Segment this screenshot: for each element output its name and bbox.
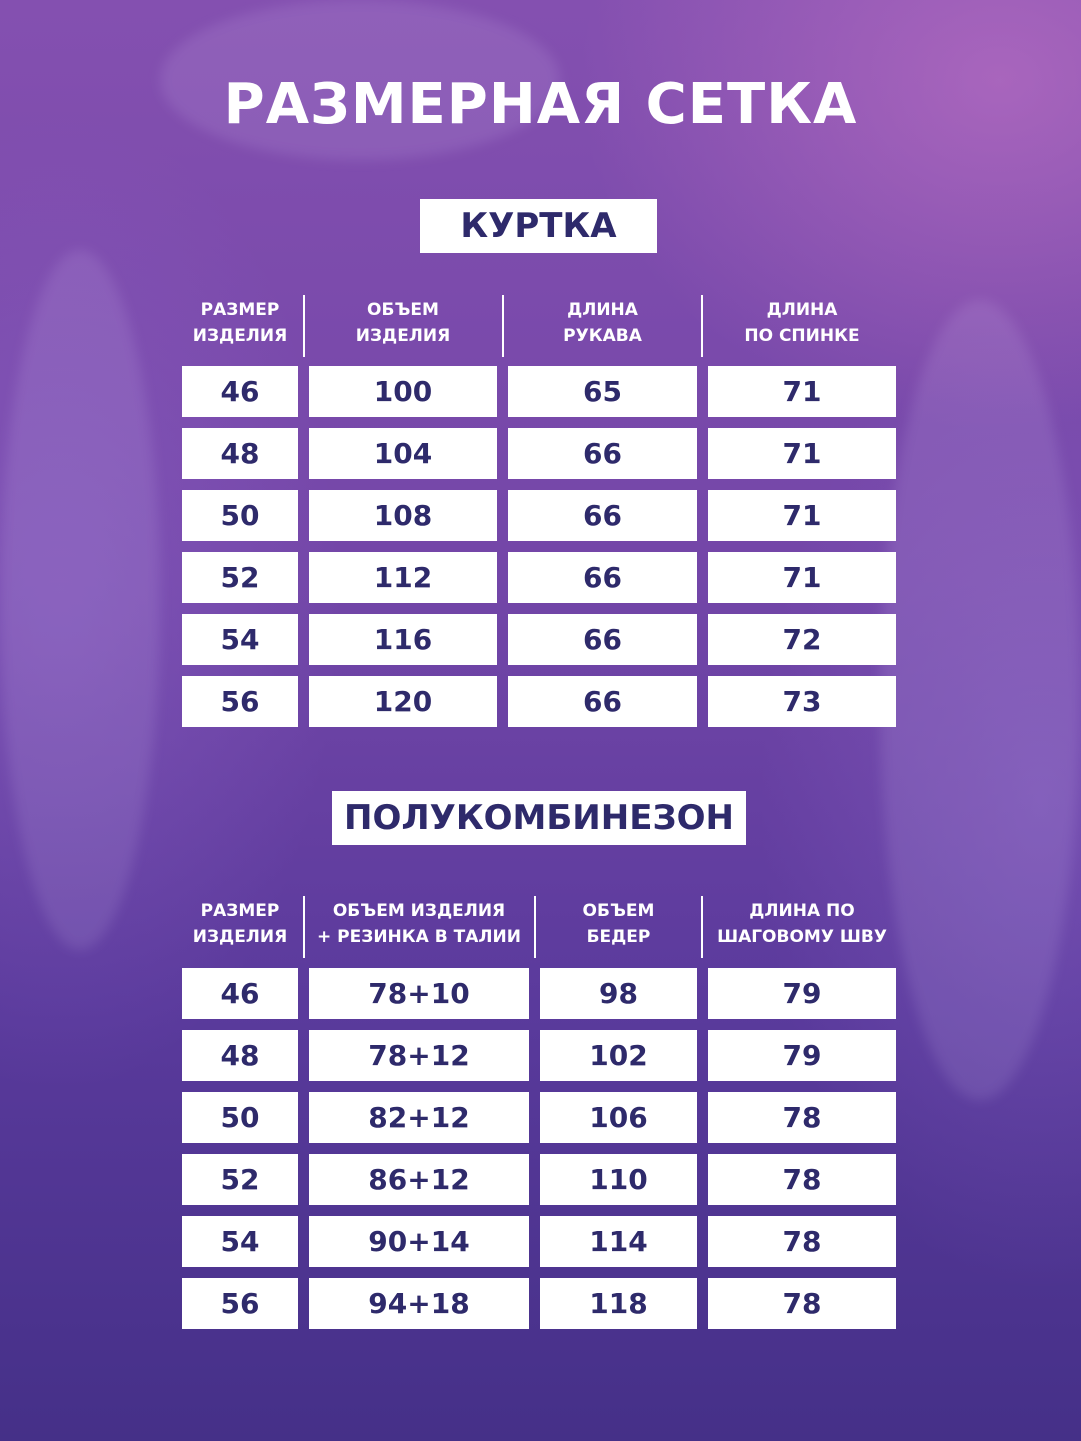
table-cell: 78	[708, 1278, 896, 1329]
section-overalls-label: ПОЛУКОМБИНЕЗОН	[332, 791, 746, 845]
table-cell: 114	[540, 1216, 697, 1267]
table-cell: 118	[540, 1278, 697, 1329]
table-cell: 78	[708, 1092, 896, 1143]
table-cell: 56	[182, 676, 298, 727]
table-cell: 78+12	[309, 1030, 529, 1081]
table-cell: 110	[540, 1154, 697, 1205]
table-cell: 79	[708, 1030, 896, 1081]
table-cell: 112	[309, 552, 497, 603]
table-cell: 94+18	[309, 1278, 529, 1329]
table-cell: 50	[182, 490, 298, 541]
table-cell: 54	[182, 614, 298, 665]
table-cell: 120	[309, 676, 497, 727]
table-cell: 66	[508, 428, 697, 479]
table-cell: 106	[540, 1092, 697, 1143]
column-header: ОБЪЕМ БЕДЕР	[582, 901, 655, 947]
table-cell: 65	[508, 366, 697, 417]
column-divider	[701, 295, 703, 357]
table-cell: 66	[508, 490, 697, 541]
table-cell: 73	[708, 676, 896, 727]
column-header: ДЛИНА ПО ШАГОВОМУ ШВУ	[717, 901, 887, 947]
page-title: РАЗМЕРНАЯ СЕТКА	[223, 72, 858, 137]
feather-decoration-right	[880, 300, 1080, 1100]
table-cell: 66	[508, 676, 697, 727]
table-cell: 102	[540, 1030, 697, 1081]
table-cell: 98	[540, 968, 697, 1019]
table-cell: 56	[182, 1278, 298, 1329]
column-divider	[303, 896, 305, 958]
table-cell: 116	[309, 614, 497, 665]
column-divider	[534, 896, 536, 958]
column-divider	[502, 295, 504, 357]
column-header: РАЗМЕР ИЗДЕЛИЯ	[192, 901, 288, 947]
table-cell: 48	[182, 1030, 298, 1081]
table-cell: 48	[182, 428, 298, 479]
table-cell: 66	[508, 552, 697, 603]
table-cell: 90+14	[309, 1216, 529, 1267]
table-cell: 108	[309, 490, 497, 541]
column-header: ОБЪЕМ ИЗДЕЛИЯ	[355, 300, 451, 346]
table-cell: 46	[182, 968, 298, 1019]
column-divider	[303, 295, 305, 357]
feather-decoration-left	[0, 250, 160, 950]
section-jacket-label: КУРТКА	[420, 199, 657, 253]
table-cell: 78+10	[309, 968, 529, 1019]
table-cell: 71	[708, 552, 896, 603]
table-cell: 86+12	[309, 1154, 529, 1205]
table-cell: 79	[708, 968, 896, 1019]
table-cell: 78	[708, 1154, 896, 1205]
table-cell: 46	[182, 366, 298, 417]
table-cell: 50	[182, 1092, 298, 1143]
column-header: ДЛИНА РУКАВА	[563, 300, 642, 346]
table-cell: 104	[309, 428, 497, 479]
table-cell: 71	[708, 490, 896, 541]
table-cell: 72	[708, 614, 896, 665]
table-cell: 71	[708, 428, 896, 479]
table-cell: 66	[508, 614, 697, 665]
table-cell: 82+12	[309, 1092, 529, 1143]
column-header: РАЗМЕР ИЗДЕЛИЯ	[192, 300, 288, 346]
table-cell: 100	[309, 366, 497, 417]
column-header: ОБЪЕМ ИЗДЕЛИЯ + РЕЗИНКА В ТАЛИИ	[317, 901, 521, 947]
column-divider	[701, 896, 703, 958]
table-cell: 78	[708, 1216, 896, 1267]
column-header: ДЛИНА ПО СПИНКЕ	[744, 300, 860, 346]
table-cell: 52	[182, 1154, 298, 1205]
table-cell: 71	[708, 366, 896, 417]
table-cell: 54	[182, 1216, 298, 1267]
table-cell: 52	[182, 552, 298, 603]
